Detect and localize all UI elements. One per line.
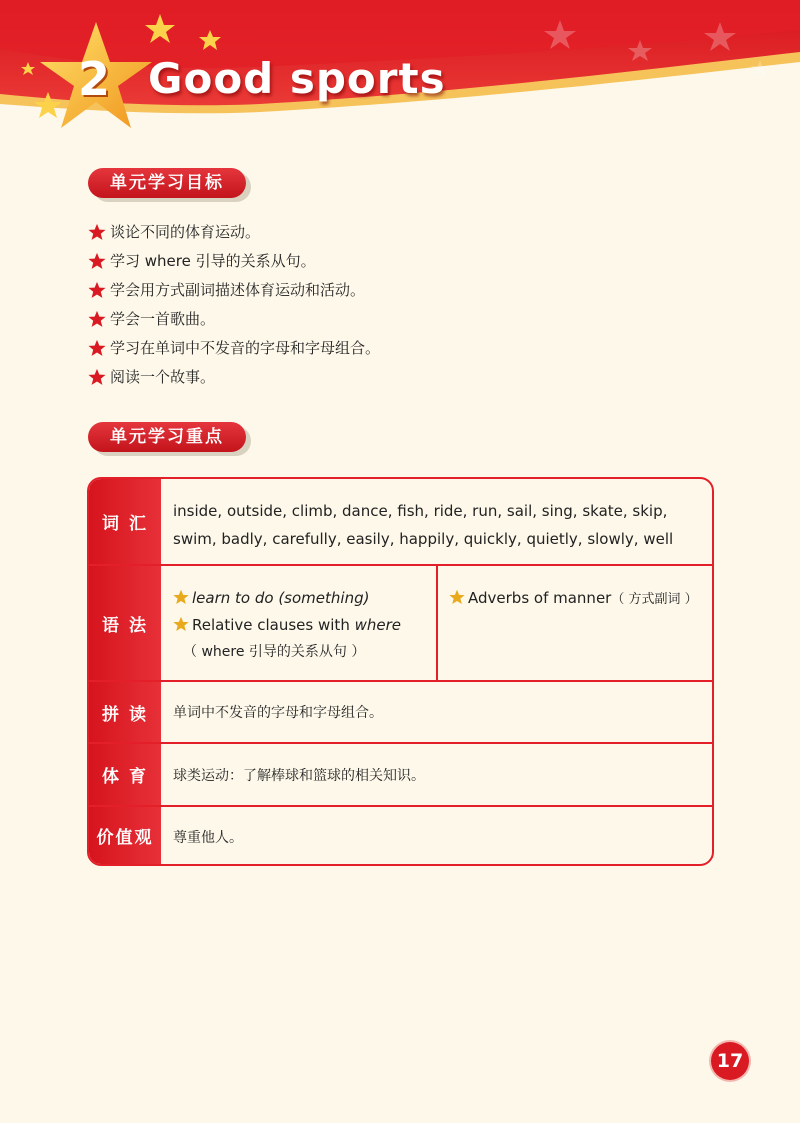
sports-text: 球类运动：了解棒球和篮球的相关知识。 [173,768,425,784]
grammar-divider [436,566,438,680]
vocabulary-row [89,479,712,566]
values-text: 尊重他人。 [173,830,243,846]
sports-row [89,744,712,807]
page-number: 17 [711,1042,749,1080]
grammar-item: Relative clauses with where [173,612,422,639]
values-head: 价值观 [89,807,161,864]
phonics-row [89,682,712,744]
unit-title: Good sports [148,54,446,103]
phonics-text: 单词中不发音的字母和字母组合。 [173,705,383,721]
vocabulary-line: swim, badly, carefully, easily, happily, quickly, quietly, slowly, well [173,530,674,548]
objective-item: 学会一首歌曲。 [88,304,380,333]
star-bullet-icon [88,310,106,328]
grammar-note: （ where 引导的关系从句 ） [183,644,366,660]
objective-item: 阅读一个故事。 [88,362,380,391]
objective-item: 学习在单词中不发音的字母和字母组合。 [88,333,380,362]
objective-item: 学习 where 引导的关系从句。 [88,246,380,275]
key-points-label: 单元学习重点 [88,422,246,452]
vocabulary-head: 词 汇 [89,479,161,564]
grammar-head: 语 法 [89,566,161,680]
vocabulary-line: inside, outside, climb, dance, fish, ride, run, sail, sing, skate, skip, [173,502,668,520]
sports-head: 体 育 [89,744,161,805]
objectives-label: 单元学习目标 [88,168,246,198]
star-bullet-icon [173,616,189,632]
objective-item: 学会用方式副词描述体育运动和活动。 [88,275,380,304]
grammar-item: learn to do (something) [173,585,422,612]
star-bullet-icon [173,589,189,605]
star-bullet-icon [449,589,465,605]
unit-number: 2 [77,52,110,106]
star-bullet-icon [88,339,106,357]
values-row [89,807,712,864]
objectives-list [88,217,380,391]
star-bullet-icon [88,252,106,270]
star-bullet-icon [88,223,106,241]
star-bullet-icon [88,281,106,299]
grammar-row [89,566,712,682]
star-bullet-icon [88,368,106,386]
objective-item: 谈论不同的体育运动。 [88,217,380,246]
key-points-table [87,477,714,866]
phonics-head: 拼 读 [89,682,161,742]
grammar-item: Adverbs of manner（ 方式副词 ） [449,585,702,613]
